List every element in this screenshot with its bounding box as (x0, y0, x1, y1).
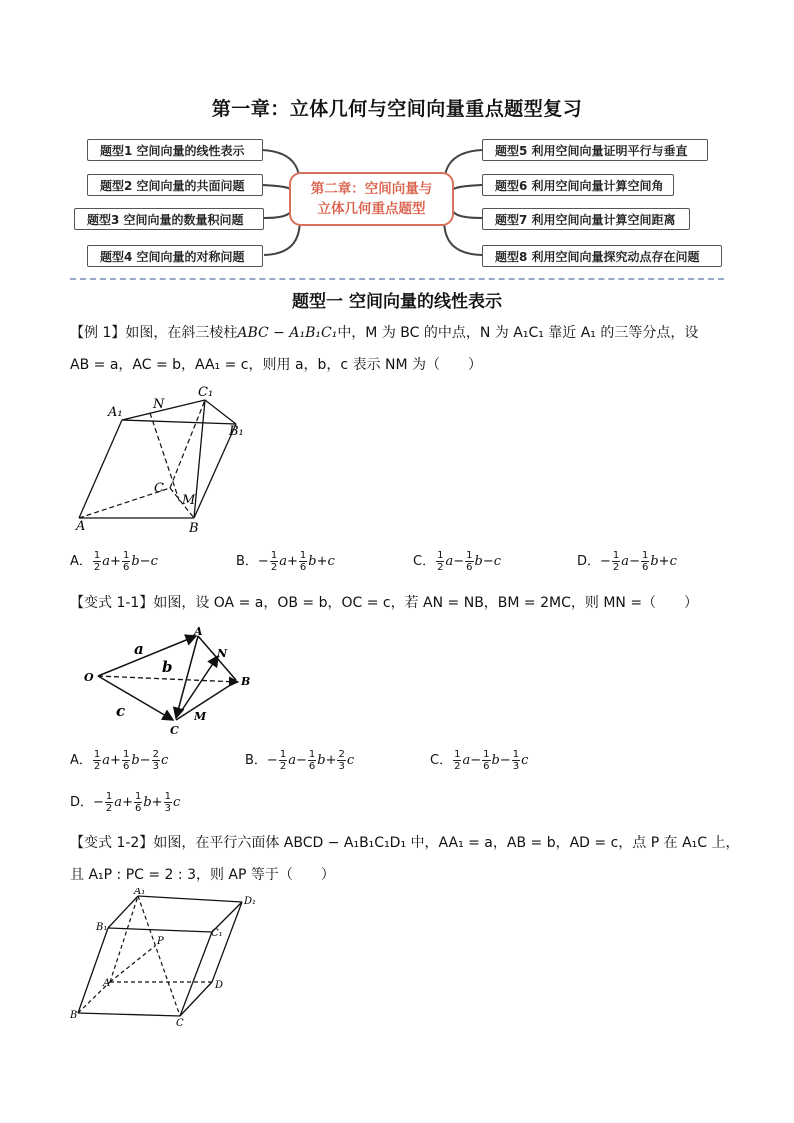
mindmap-item-type1: 题型1 空间向量的线性表示 (87, 139, 263, 161)
label-B: B (189, 521, 199, 536)
label-P: P (157, 936, 164, 947)
label-M: M (182, 493, 196, 508)
label-O: O (84, 671, 94, 684)
label-M: M (194, 710, 207, 723)
variant1-option-a[interactable]: A． $\frac{1}{2}$ a+ $\frac{1}{6}$ b− $\frac{2}{3}$ c (70, 749, 169, 772)
figure-parallelepiped (70, 888, 270, 1028)
page-title: 第一章：立体几何与空间向量重点题型复习 (211, 98, 583, 120)
label-A1: A₁ (108, 405, 123, 420)
mindmap-item-type8: 题型8 利用空间向量探究动点存在问题 (482, 245, 722, 267)
variant2-question-line2: 且 A₁P : PC = 2 : 3，则 AP 等于（ ） (70, 867, 335, 883)
label-A: A (194, 625, 203, 638)
label-N: N (153, 397, 165, 412)
label-vector-c: c (116, 702, 126, 720)
label-C1: C₁ (211, 928, 223, 939)
mindmap-item-type5: 题型5 利用空间向量证明平行与垂直 (482, 139, 708, 161)
label-vector-b: b (162, 658, 173, 676)
mindmap-item-type2: 题型2 空间向量的共面问题 (87, 174, 263, 196)
label-C: C (176, 1018, 184, 1028)
label-C: C (154, 481, 164, 496)
example1-line1: 【例 1】如图，在斜三棱柱ABC − A₁B₁C₁中，M 为 BC 的中点，N 为 A₁C₁ 靠近 A₁ 的三等分点，设 (70, 325, 699, 341)
label-C: C (170, 724, 179, 737)
figure-oblique-prism (70, 380, 270, 540)
variant1-question: 【变式 1-1】如图，设 OA = a，OB = b，OC = c，若 AN = NB，BM = 2MC，则 MN =（ ） (70, 595, 699, 611)
label-A: A (76, 519, 86, 534)
section-divider (70, 278, 724, 280)
mindmap-item-type7: 题型7 利用空间向量计算空间距离 (482, 208, 690, 230)
label-B: B (70, 1010, 78, 1021)
label-C1: C₁ (198, 385, 214, 400)
label-D1: D₁ (244, 896, 257, 907)
example1-option-d[interactable]: D．− $\frac{1}{2}$ a− $\frac{1}{6}$ b+c (577, 550, 677, 573)
label-B: B (241, 675, 251, 688)
mindmap-item-type6: 题型6 利用空间向量计算空间角 (482, 174, 674, 196)
label-A: A (103, 978, 111, 989)
label-A1: A₁ (134, 888, 146, 897)
example1-option-b[interactable]: B．− $\frac{1}{2}$ a+ $\frac{1}{6}$ b+c (236, 550, 335, 573)
variant2-question-line1: 【变式 1-2】如图，在平行六面体 ABCD − A₁B₁C₁D₁ 中，AA₁ = a，AB = b，AD = c，点 P 在 A₁C 上， (70, 835, 740, 851)
label-vector-a: a (134, 640, 144, 658)
figure-vector-triangle (78, 624, 268, 740)
label-B1: B₁ (96, 922, 108, 933)
variant1-option-b[interactable]: B．− $\frac{1}{2}$ a− $\frac{1}{6}$ b+ $\frac{2}{3}$ c (245, 749, 355, 772)
variant1-option-c[interactable]: C． $\frac{1}{2}$ a− $\frac{1}{6}$ b− $\frac{1}{3}$ c (430, 749, 529, 772)
variant1-option-d[interactable]: D．− $\frac{1}{2}$ a+ $\frac{1}{6}$ b+ $\frac{1}{3}$ c (70, 791, 181, 814)
mindmap-item-type3: 题型3 空间向量的数量积问题 (74, 208, 264, 230)
mindmap-center-line2: 立体几何重点题型 (317, 201, 426, 217)
label-N: N (217, 647, 228, 660)
example1-option-c[interactable]: C． $\frac{1}{2}$ a− $\frac{1}{6}$ b−c (413, 550, 502, 573)
label-D: D (215, 980, 224, 991)
mindmap-item-type4: 题型4 空间向量的对称问题 (87, 245, 263, 267)
section-title: 题型一 空间向量的线性表示 (292, 292, 502, 312)
mindmap-center (289, 172, 454, 226)
label-B1: B₁ (229, 424, 244, 439)
example1-line2: AB = a，AC = b，AA₁ = c，则用 a，b，c 表示 NM 为（ ） (70, 357, 483, 373)
mindmap-center-line1: 第二章：空间向量与 (310, 181, 433, 197)
example1-option-a[interactable]: A． $\frac{1}{2}$ a+ $\frac{1}{6}$ b−c (70, 550, 158, 573)
